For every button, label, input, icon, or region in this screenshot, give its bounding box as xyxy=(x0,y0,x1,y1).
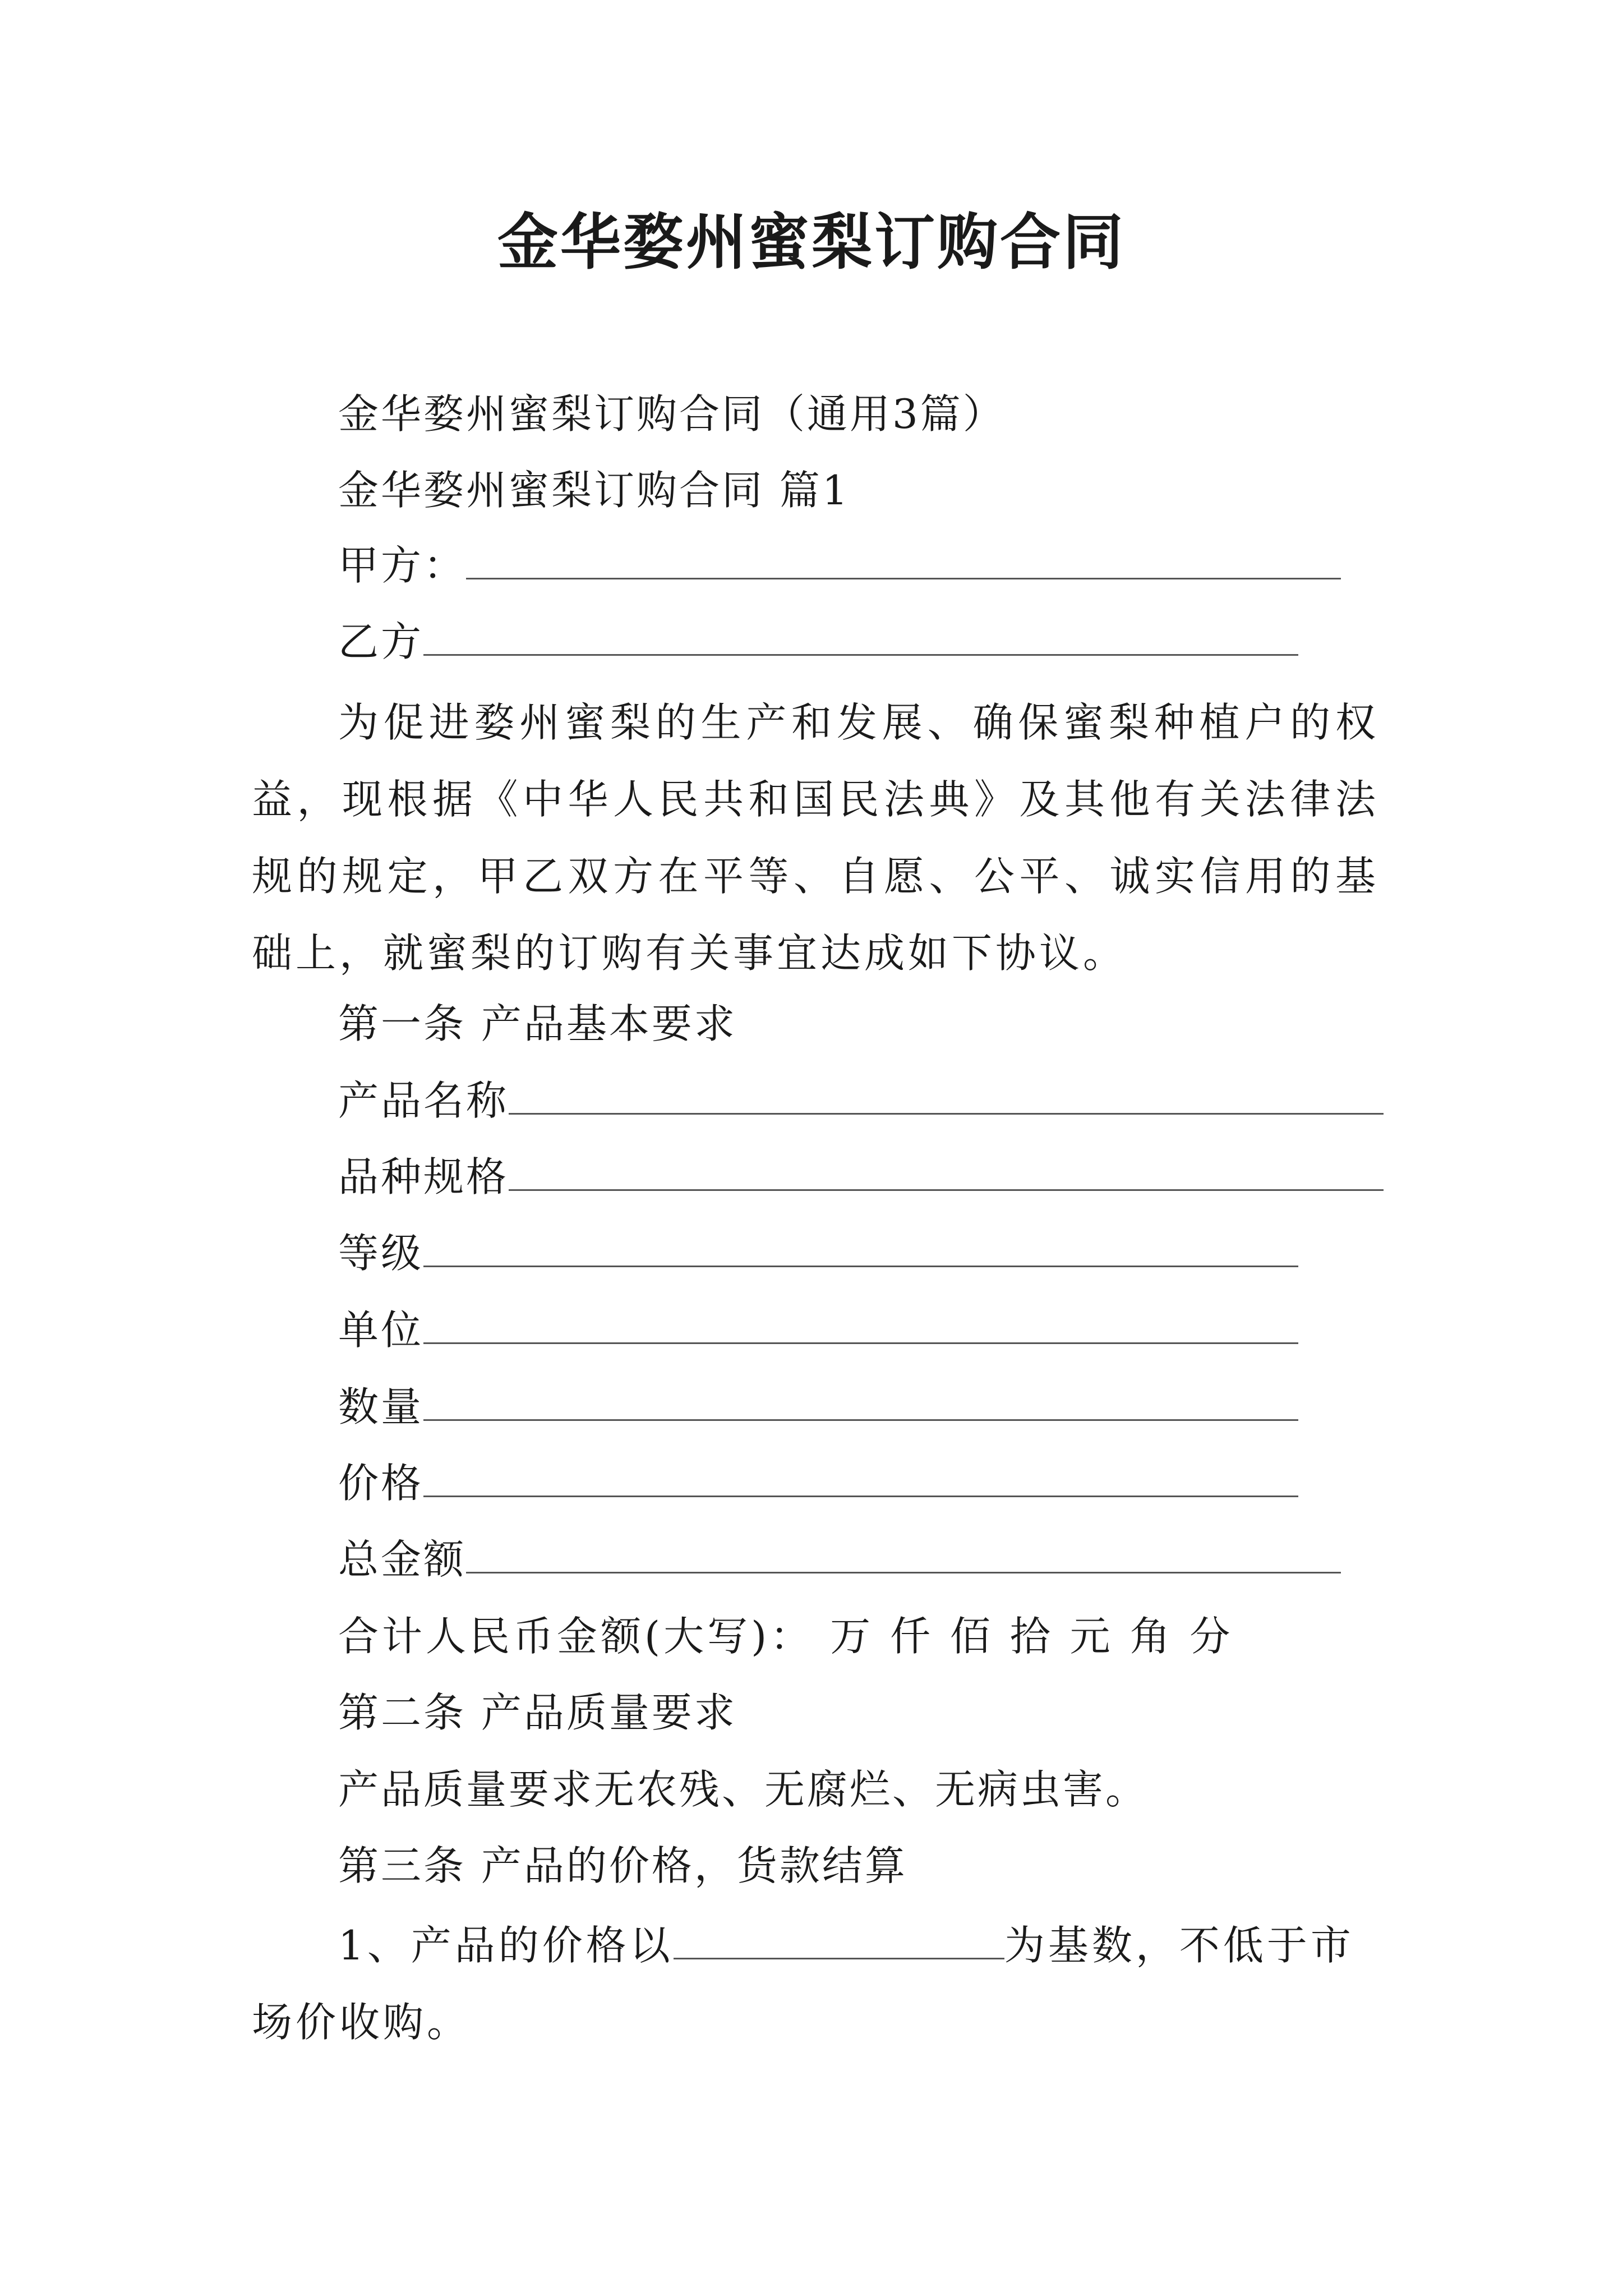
quantity-label: 数量 xyxy=(338,1383,424,1430)
clause1-blank[interactable] xyxy=(674,1921,1004,1959)
clause1-paragraph xyxy=(252,1907,1379,2061)
unit-line xyxy=(338,1302,1298,1358)
party-b-line xyxy=(338,614,1298,670)
quantity-blank[interactable] xyxy=(423,1382,1298,1421)
grade-line xyxy=(338,1225,1298,1281)
party-a-line xyxy=(338,537,1341,593)
variety-spec-line xyxy=(338,1149,1384,1205)
party-a-label: 甲方： xyxy=(338,542,467,589)
product-name-line xyxy=(338,1073,1384,1129)
document-title: 金华婺州蜜梨订购合同 xyxy=(497,207,1126,278)
article2-text: 产品质量要求无农残、无腐烂、无病虫害。 xyxy=(338,1766,1149,1813)
product-name-label: 产品名称 xyxy=(338,1077,509,1124)
total-amount-blank[interactable] xyxy=(466,1535,1341,1573)
article3-heading: 第三条 产品的价格，货款结算 xyxy=(338,1842,907,1889)
price-label: 价格 xyxy=(338,1460,424,1507)
price-blank[interactable] xyxy=(423,1458,1298,1497)
unit-blank[interactable] xyxy=(423,1305,1298,1344)
article2-heading: 第二条 产品质量要求 xyxy=(338,1689,737,1736)
party-b-blank[interactable] xyxy=(423,617,1298,656)
intro-paragraph: 为促进婺州蜜梨的生产和发展、确保蜜梨种植户的权益，现根据《中华人民共和国民法典》及其他有关法律法规的规定，甲乙双方在平等、自愿、公平、诚实信用的基础上，就蜜梨的订购有关事宜达成如下协议。 xyxy=(252,699,1379,977)
amount-in-words: 合计人民币金额(大写)： 万 仟 佰 拾 元 角 分 xyxy=(338,1613,1234,1660)
total-amount-label: 总金额 xyxy=(338,1536,467,1583)
product-name-blank[interactable] xyxy=(509,1076,1384,1115)
party-a-blank[interactable] xyxy=(466,541,1341,579)
article1-heading: 第一条 产品基本要求 xyxy=(338,1000,737,1047)
section-heading: 金华婺州蜜梨订购合同 篇1 xyxy=(338,467,850,514)
party-b-label: 乙方 xyxy=(338,618,424,665)
clause1-suffix: 为基数，不低于市场价收购。 xyxy=(252,1922,1354,2046)
variety-spec-label: 品种规格 xyxy=(338,1153,509,1200)
document-subtitle: 金华婺州蜜梨订购合同（通用3篇） xyxy=(338,390,1006,438)
total-amount-line xyxy=(338,1531,1341,1588)
grade-blank[interactable] xyxy=(423,1228,1298,1267)
unit-label: 单位 xyxy=(338,1306,424,1354)
grade-label: 等级 xyxy=(338,1230,424,1277)
price-line xyxy=(338,1455,1298,1511)
quantity-line xyxy=(338,1379,1298,1435)
clause1-prefix: 1、产品的价格以 xyxy=(338,1922,674,1969)
variety-spec-blank[interactable] xyxy=(509,1152,1384,1191)
